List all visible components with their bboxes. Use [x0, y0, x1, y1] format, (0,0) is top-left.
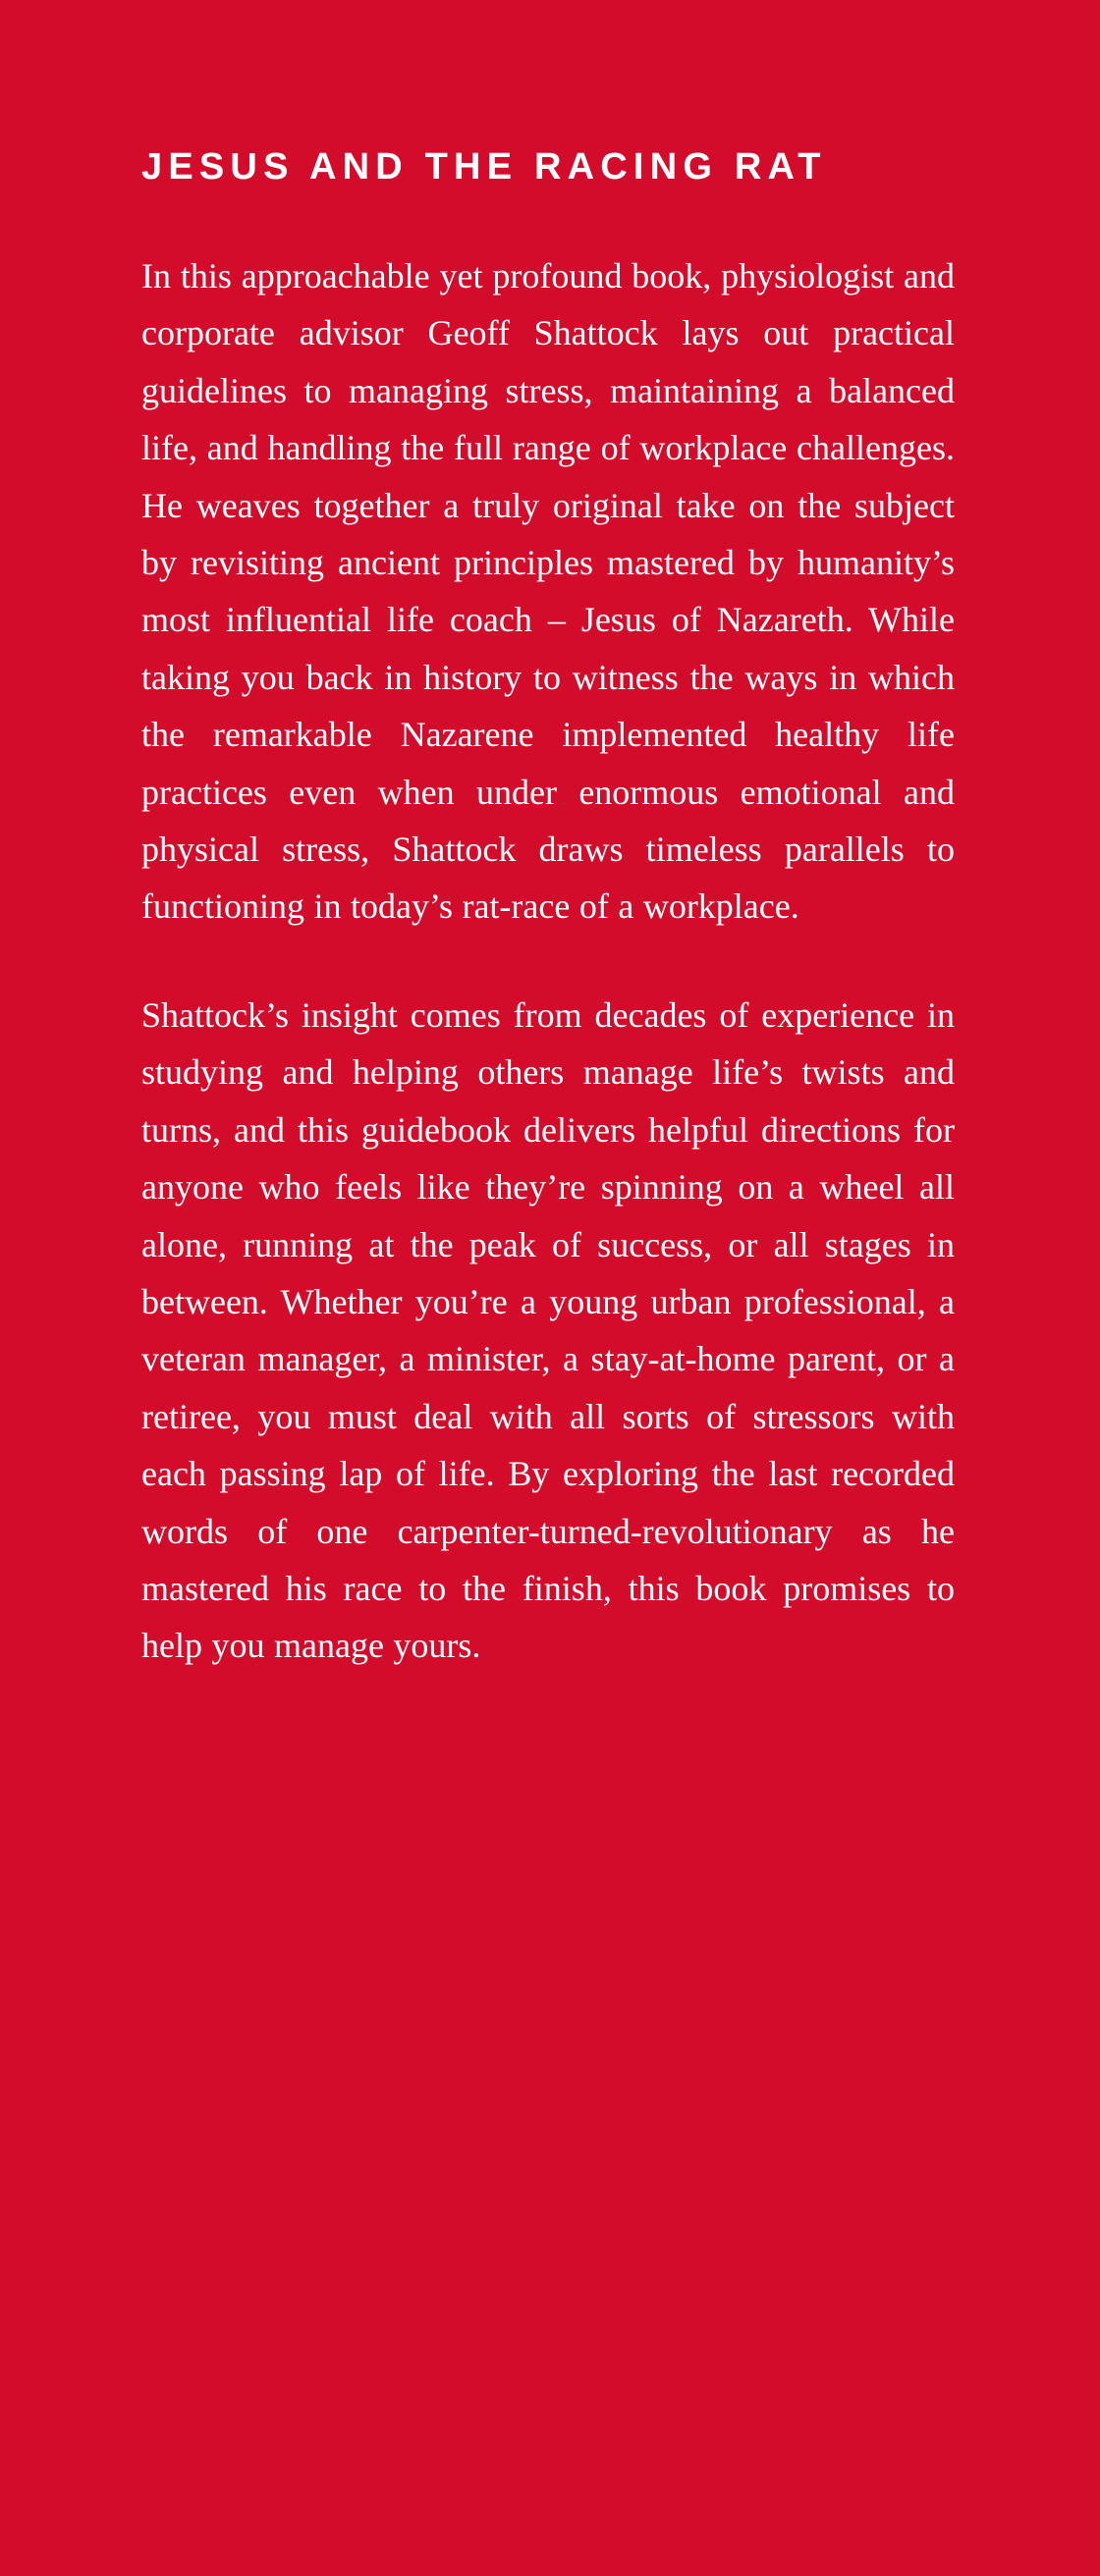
description-paragraph-1: In this approachable yet profound book, physiologist and corporate advisor Geoff Shattock lays out practical guidelines to managing stress, maintaining a balanced life, and handling the full range of workplace challenges. He weaves together a truly original take on the subject by revisiting ancient principles mastered by humanity’s most influential life coach – Jesus of Nazareth. While taking you back in history to witness the ways in which the remarkable Nazarene implemented healthy life practices even when under enormous emotional and physical stress, Shattock draws timeless parallels to functioning in today’s rat-race of a workplace.: [141, 256, 955, 927]
description-paragraph-2: Shattock’s insight comes from decades of experience in studying and helping others manage life’s twists and turns, and this guidebook delivers helpful directions for anyone who feels like they’re spinning on a wheel all alone, running at the peak of success, or all stages in between. Whether you’re a young urban professional, a veteran manager, a minister, a stay-at-home parent, or a retiree, you must deal with all sorts of stressors with each passing lap of life. By exploring the last recorded words of one carpenter-turned-revolutionary as he mastered his race to the finish, this book promises to help you manage yours.: [141, 994, 955, 1666]
book-title: JESUS AND THE RACING RAT: [141, 146, 827, 188]
flap-text-block: [141, 137, 955, 1675]
